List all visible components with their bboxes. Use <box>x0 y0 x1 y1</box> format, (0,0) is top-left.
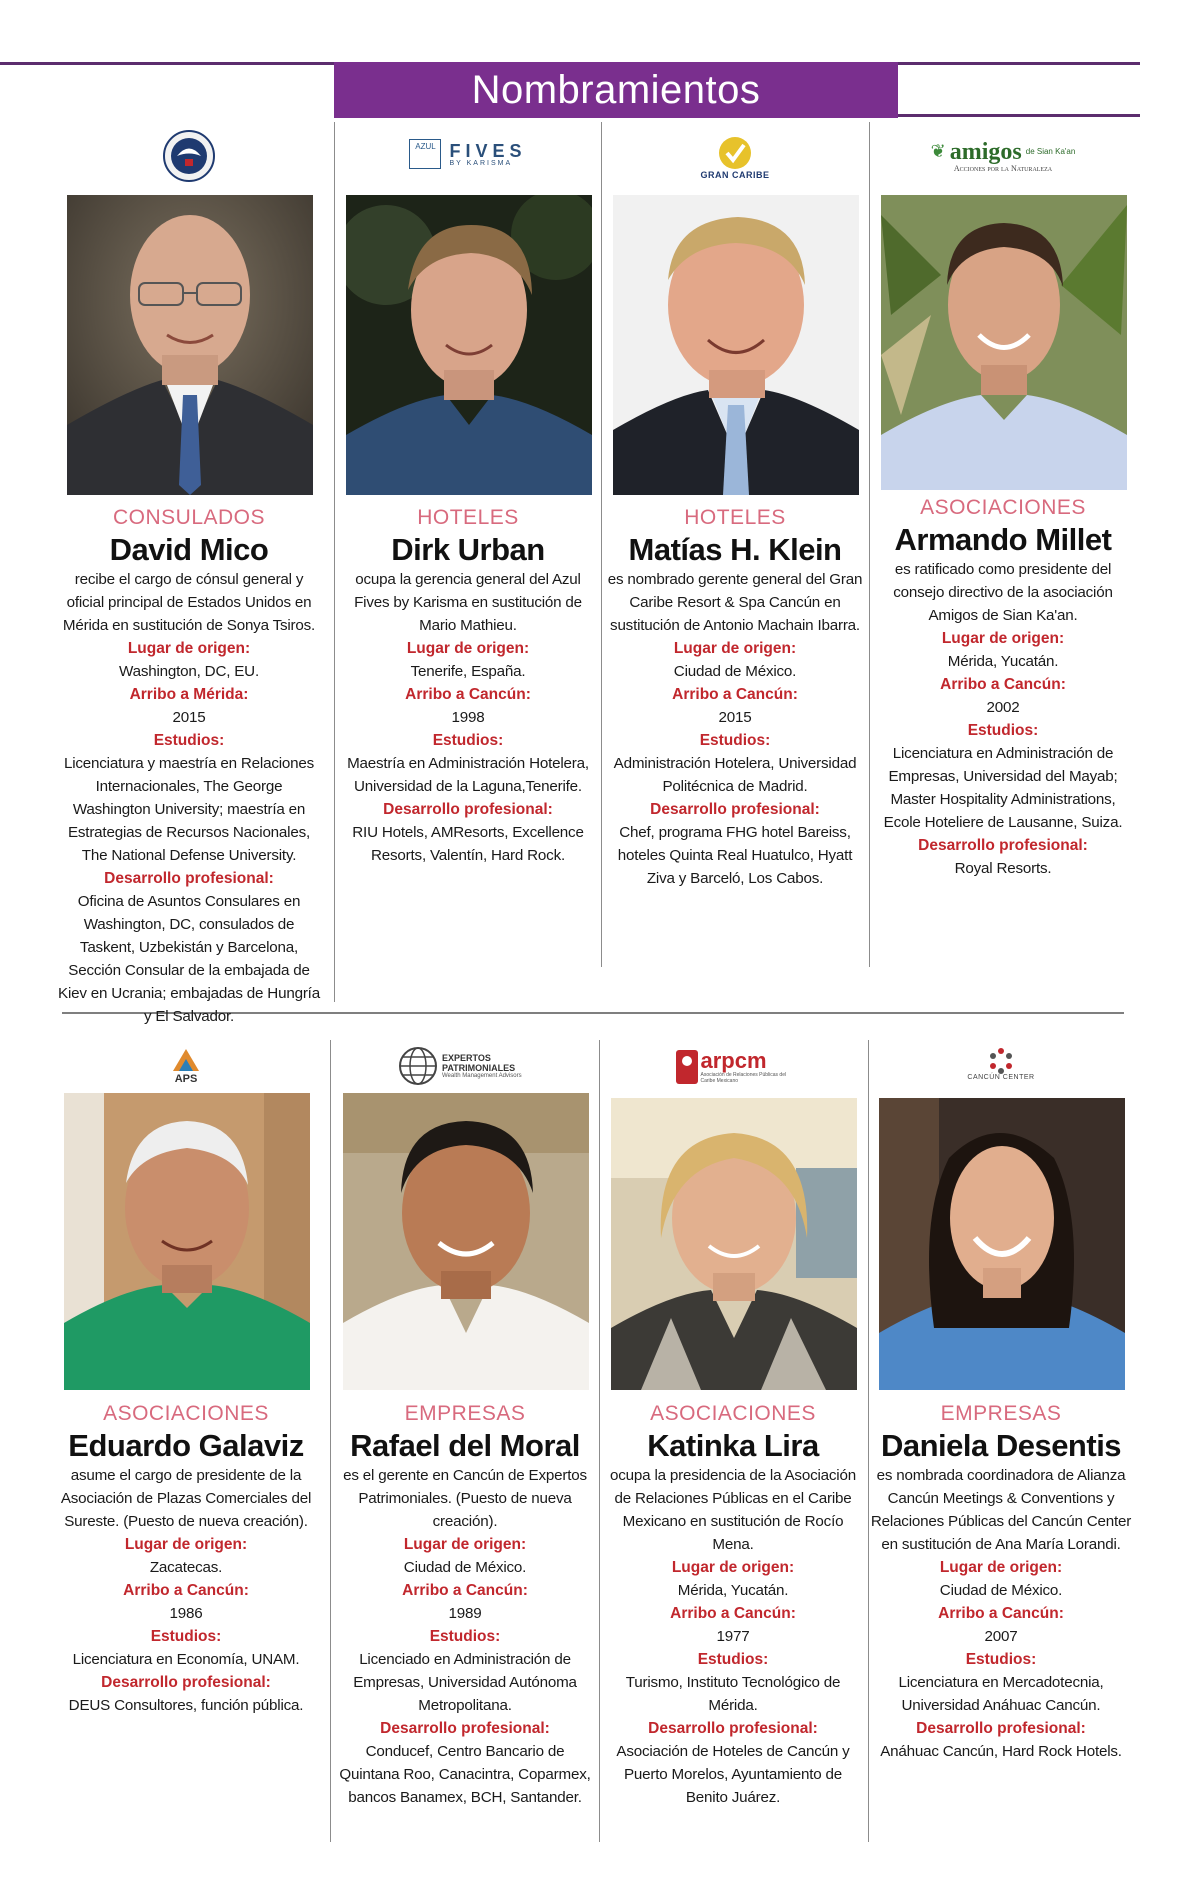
portrait-photo <box>343 1093 589 1390</box>
section-title: Nombramientos <box>334 62 898 118</box>
column-divider <box>868 1040 869 1842</box>
dots-ring-icon <box>988 1048 1014 1074</box>
arrival-label: Arribo a Cancún: <box>123 1582 249 1599</box>
cancun-center-logo <box>870 1042 1132 1086</box>
arpcm-wordmark: arpcm <box>700 1048 767 1073</box>
category-label: ASOCIACIONES <box>103 1402 269 1425</box>
origin-value: Ciudad de México. <box>939 1582 1063 1599</box>
globe-icon <box>398 1046 438 1086</box>
origin-value: Tenerife, España. <box>410 663 526 680</box>
category-label: EMPRESAS <box>404 1402 526 1425</box>
column-divider <box>330 1040 331 1842</box>
studies-value: Licenciatura en Administración de Empresas, Universidad del Mayab; Master Hospitality Administrations, Ecole Hoteliere de Lausanne, Suiza. <box>883 745 1123 831</box>
person-name: Rafael del Moral <box>350 1428 580 1463</box>
person-name: Katinka Lira <box>647 1428 819 1463</box>
gran-caribe-wordmark: GRAN CARIBE <box>700 170 770 180</box>
studies-label: Estudios: <box>432 732 504 749</box>
arrival-label: Arribo a Cancún: <box>938 1605 1064 1622</box>
origin-value: Mérida, Yucatán. <box>677 1582 789 1599</box>
amigos-subtitle: de Sian Ka'an <box>1025 147 1076 156</box>
studies-label: Estudios: <box>429 1628 501 1645</box>
arrival-value: 2002 <box>986 699 1020 716</box>
studies-value: Maestría en Administración Hotelera, Universidad de la Laguna,Tenerife. <box>347 755 589 795</box>
profile-card-daniela-desentis <box>870 0 1132 1900</box>
arpcm-logo <box>602 1046 864 1088</box>
appointment-text: asume el cargo de presidente de la Asociación de Plazas Comerciales del Sureste. (Puesto de nueva creación). <box>60 1467 312 1530</box>
arpcm-mark-icon <box>676 1050 698 1084</box>
arrival-label: Arribo a Cancún: <box>402 1582 528 1599</box>
origin-label: Lugar de origen: <box>403 1536 527 1553</box>
portrait-photo <box>64 1093 310 1390</box>
profile-card-rafael-del-moral <box>334 0 596 1900</box>
expertos-patrimoniales-logo <box>334 1044 596 1088</box>
career-value: Conducef, Centro Bancario de Quintana Roo, Canacintra, Coparmex, bancos Banamex, BCH, Santander. <box>339 1743 591 1806</box>
leaf-icon: ❦ <box>930 141 946 161</box>
studies-value: Licenciatura en Economía, UNAM. <box>72 1651 300 1668</box>
aps-logo <box>55 1040 317 1092</box>
expertos-wordmark: EXPERTOS PATRIMONIALES <box>442 1053 516 1073</box>
appointment-text: es nombrado gerente general del Gran Caribe Resort & Spa Cancún en sustitución de Antonio Machain Ibarra. <box>607 571 863 634</box>
career-label: Desarrollo profesional: <box>650 801 820 818</box>
person-name: David Mico <box>109 532 269 567</box>
origin-value: Mérida, Yucatán. <box>947 653 1059 670</box>
origin-label: Lugar de origen: <box>671 1559 795 1576</box>
origin-value: Ciudad de México. <box>673 663 797 680</box>
category-label: HOTELES <box>684 506 786 529</box>
portrait-photo <box>611 1098 857 1390</box>
origin-value: Washington, DC, EU. <box>119 663 259 680</box>
origin-value: Ciudad de México. <box>403 1559 527 1576</box>
career-label: Desarrollo profesional: <box>383 801 553 818</box>
arrival-label: Arribo a Cancún: <box>670 1605 796 1622</box>
appointment-text: ocupa la presidencia de la Asociación de Relaciones Públicas en el Caribe Mexicano en sustitución de Rocío Mena. <box>610 1467 856 1553</box>
origin-label: Lugar de origen: <box>941 630 1065 647</box>
arrival-value: 1998 <box>451 709 485 726</box>
origin-label: Lugar de origen: <box>127 640 251 657</box>
studies-value: Licenciado en Administración de Empresas, Universidad Autónoma Metropolitana. <box>353 1651 577 1714</box>
arrival-label: Arribo a Mérida: <box>129 686 249 703</box>
arrival-value: 1977 <box>716 1628 750 1645</box>
category-label: EMPRESAS <box>940 1402 1062 1425</box>
career-label: Desarrollo profesional: <box>380 1720 550 1737</box>
appointment-text: es nombrada coordinadora de Alianza Cancún Meetings & Conventions y Relaciones Públicas del Cancún Center en sustitución de Ana María Lorandi. <box>870 1467 1132 1553</box>
career-value: Chef, programa FHG hotel Bareiss, hoteles Quinta Real Huatulco, Hyatt Ziva y Barceló, Los Cabos. <box>617 824 853 887</box>
profile-card-eduardo-galaviz <box>55 0 317 1900</box>
career-label: Desarrollo profesional: <box>916 1720 1086 1737</box>
category-label: CONSULADOS <box>112 506 266 529</box>
career-value: Anáhuac Cancún, Hard Rock Hotels. <box>880 1743 1122 1760</box>
profile-card-katinka-lira <box>602 0 864 1900</box>
studies-value: Licenciatura y maestría en Relaciones Internacionales, The George Washington University; maestría en Estrategias de Recursos Nacionales, The National Defense University. <box>63 755 315 864</box>
studies-value: Administración Hotelera, Universidad Politécnica de Madrid. <box>613 755 857 795</box>
studies-label: Estudios: <box>150 1628 222 1645</box>
arrival-value: 2015 <box>172 709 206 726</box>
amigos-tagline: Acciones por la Naturaleza <box>953 163 1053 173</box>
person-name: Matías H. Klein <box>628 532 842 567</box>
fives-wordmark: FIVES <box>449 140 527 161</box>
career-value: DEUS Consultores, función pública. <box>68 1697 304 1714</box>
studies-label: Estudios: <box>965 1651 1037 1668</box>
category-label: HOTELES <box>417 506 519 529</box>
aps-wordmark: APS <box>174 1073 198 1085</box>
appointment-text: es el gerente en Cancún de Expertos Patrimoniales. (Puesto de nueva creación). <box>343 1467 587 1530</box>
category-label: ASOCIACIONES <box>650 1402 816 1425</box>
arrival-value: 1986 <box>169 1605 203 1622</box>
arrival-label: Arribo a Cancún: <box>672 686 798 703</box>
origin-label: Lugar de origen: <box>124 1536 248 1553</box>
arrival-value: 2007 <box>984 1628 1018 1645</box>
studies-value: Turismo, Instituto Tecnológico de Mérida. <box>625 1674 841 1714</box>
aps-mark-icon <box>171 1047 201 1073</box>
arrival-label: Arribo a Cancún: <box>405 686 531 703</box>
origin-label: Lugar de origen: <box>939 1559 1063 1576</box>
person-name: Eduardo Galaviz <box>68 1428 304 1463</box>
studies-label: Estudios: <box>967 722 1039 739</box>
expertos-subtitle: Wealth Management Advisors <box>442 1073 522 1079</box>
career-label: Desarrollo profesional: <box>104 870 274 887</box>
studies-label: Estudios: <box>153 732 225 749</box>
appointment-text: recibe el cargo de cónsul general y oficial principal de Estados Unidos en Mérida en sustitución de Sonya Tsiros. <box>62 571 316 634</box>
career-value: Royal Resorts. <box>954 860 1052 877</box>
origin-label: Lugar de origen: <box>673 640 797 657</box>
origin-value: Zacatecas. <box>149 1559 223 1576</box>
person-name: Daniela Desentis <box>880 1428 1122 1463</box>
portrait-photo <box>879 1098 1125 1390</box>
studies-value: Licenciatura en Mercadotecnia, Universidad Anáhuac Cancún. <box>898 1674 1104 1714</box>
arrival-label: Arribo a Cancún: <box>940 676 1066 693</box>
fives-subtitle: BY KARISMA <box>449 159 513 167</box>
studies-label: Estudios: <box>697 1651 769 1668</box>
career-value: Oficina de Asuntos Consulares en Washington, DC, consulados de Taskent, Uzbekistán y Barcelona, Sección Consular de la embajada de Kiev en Ucrania; embajadas de Hungría y El Salvador. <box>58 893 320 1025</box>
career-label: Desarrollo profesional: <box>648 1720 818 1737</box>
cancun-center-wordmark: CANCÚN CENTER <box>967 1073 1035 1081</box>
person-name: Dirk Urban <box>391 532 545 567</box>
arpcm-subtitle: Asociación de Relaciones Públicas del Caribe Mexicano <box>700 1072 787 1084</box>
column-divider <box>599 1040 600 1842</box>
career-value: RIU Hotels, AMResorts, Excellence Resorts, Valentín, Hard Rock. <box>352 824 584 864</box>
origin-label: Lugar de origen: <box>406 640 530 657</box>
arrival-value: 2015 <box>718 709 752 726</box>
person-name: Armando Millet <box>894 522 1112 557</box>
appointment-text: ocupa la gerencia general del Azul Fives by Karisma en sustitución de Mario Mathieu. <box>354 571 582 634</box>
amigos-wordmark: amigos <box>949 138 1022 165</box>
career-label: Desarrollo profesional: <box>918 837 1088 854</box>
arrival-value: 1989 <box>448 1605 482 1622</box>
appointment-text: es ratificado como presidente del consejo directivo de la asociación Amigos de Sian Ka'an. <box>893 561 1113 624</box>
career-label: Desarrollo profesional: <box>101 1674 271 1691</box>
career-value: Asociación de Hoteles de Cancún y Puerto Morelos, Ayuntamiento de Benito Juárez. <box>616 1743 850 1806</box>
studies-label: Estudios: <box>699 732 771 749</box>
azul-mark-icon: AZUL <box>409 139 441 169</box>
category-label: ASOCIACIONES <box>920 496 1086 519</box>
